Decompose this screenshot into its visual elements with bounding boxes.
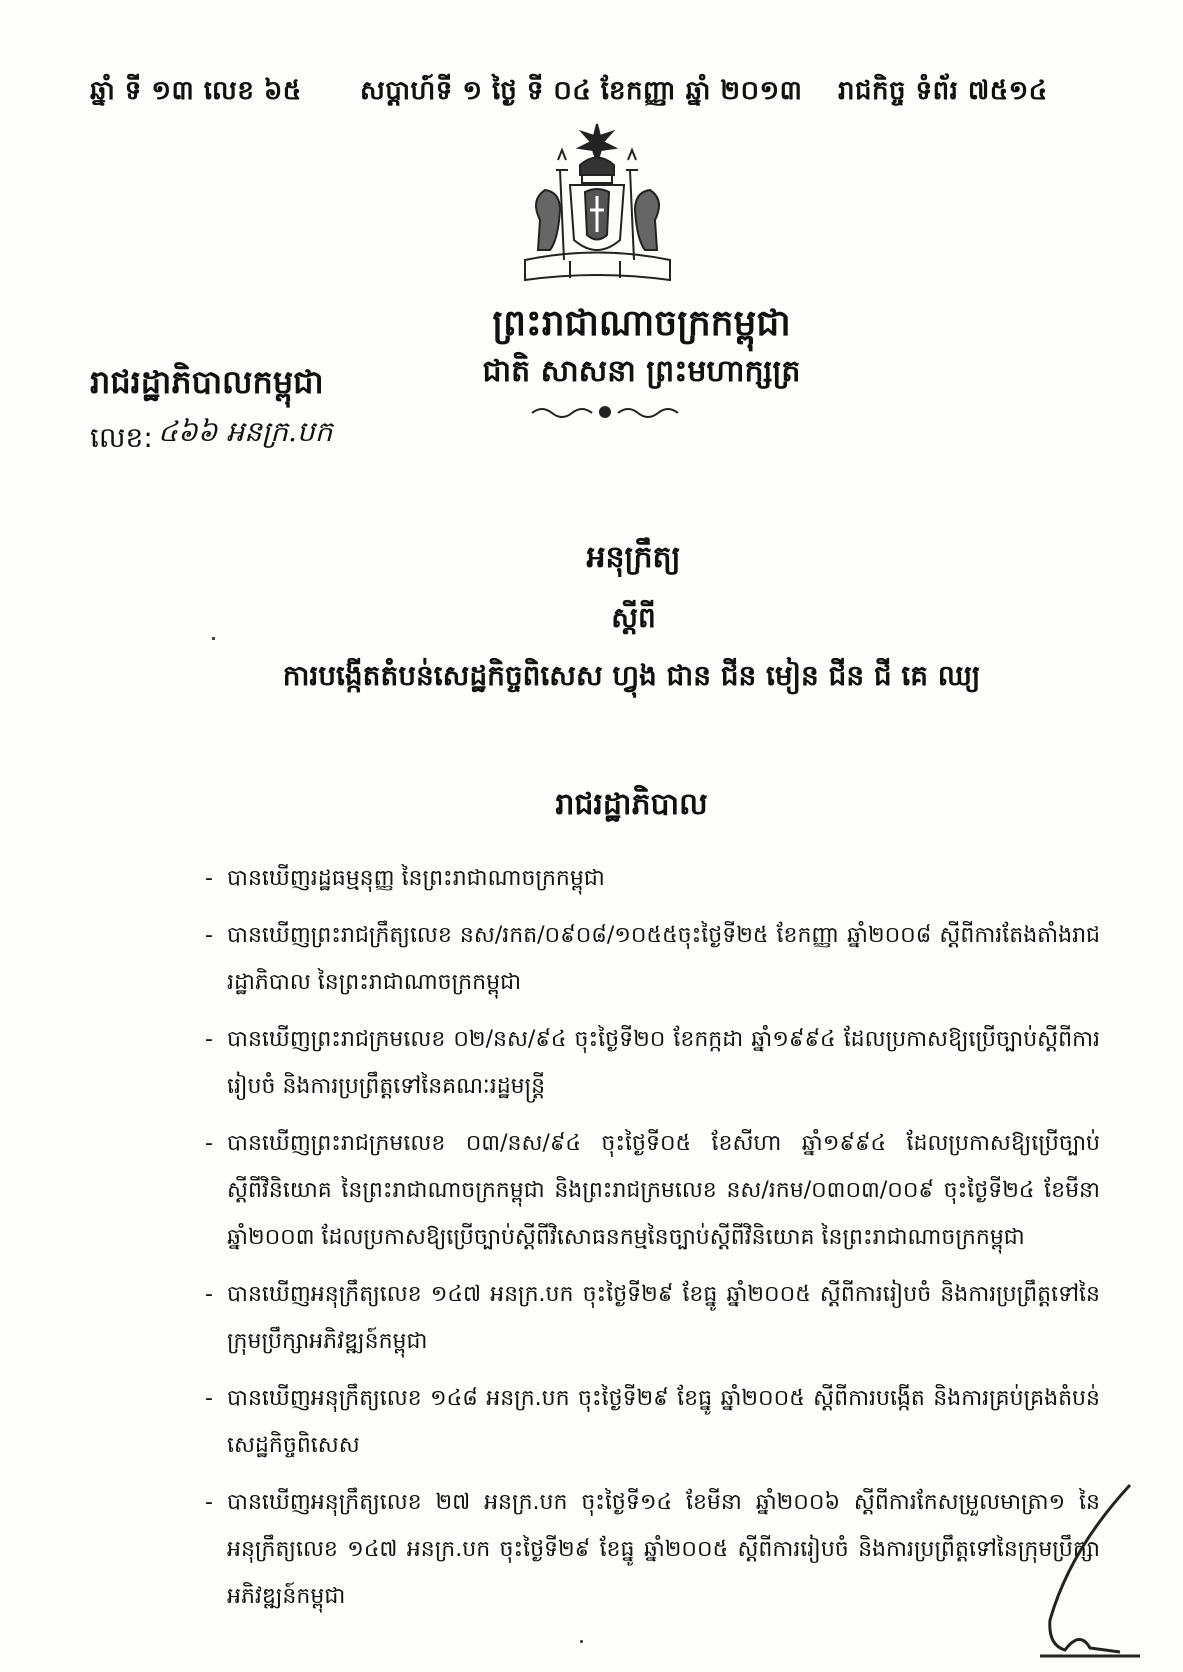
scan-dot: [580, 1640, 583, 1643]
document-subject: ការបង្កើតតំបន់សេដ្ឋកិច្ចពិសេស ហ្វុង ជាន ជីន មៀន ជីន ជី គេ ឈ្យ: [282, 659, 981, 692]
document-about-word: ស្តីពី: [611, 601, 656, 634]
gazette-date: សប្តាហ៍ទី ១ ថ្ងៃ ទី ០៤ ខែកញ្ញា ឆ្នាំ ២០១៣: [360, 76, 803, 106]
preamble-item: - បានឃើញអនុក្រឹត្យលេខ ២៧ អនក្រ.បក ចុះថ្ងៃទី១៤ ខែមីនា ឆ្នាំ២០០៦ ស្តីពីការកែសម្រួលមាត្រា១ នៃអនុក្រឹត្យលេខ ១៤៧ អនក្រ.បក ចុះថ្ងៃទី២៩ ខែធ្នូ ឆ្នាំ២០០៥ ស្តីពីការរៀបចំ និងការប្រព្រឹត្តទៅនៃក្រុមប្រឹក្សាអភិវឌ្ឍន៍កម្ពុជា: [205, 1479, 1100, 1620]
document-number-value: ៤៦៦ អនក្រ.បក: [158, 415, 333, 448]
preamble-item: - បានឃើញព្រះរាជក្រមលេខ ០២/នស/៩៤ ចុះថ្ងៃទី២០ ខែកក្កដា ឆ្នាំ១៩៩៤ ដែលប្រកាសឱ្យប្រើច្បាប់ស្តីពីការរៀបចំ និងការប្រព្រឹត្តទៅនៃគណៈរដ្ឋមន្ត្រី: [205, 1016, 1100, 1110]
ornament-divider-icon: [530, 403, 680, 421]
list-marker: -: [205, 1490, 213, 1515]
preamble-item: - បានឃើញព្រះរាជក្រមលេខ ០៣/នស/៩៤ ចុះថ្ងៃទី០៥ ខែសីហា ឆ្នាំ១៩៩៤ ដែលប្រកាសឱ្យប្រើច្បាប់ស្តីពីវិនិយោគ នៃព្រះរាជាណាចក្រកម្ពុជា និងព្រះរាជក្រមលេខ នស/រកម/០៣០៣/០០៩ ចុះថ្ងៃទី២៤ ខែមីនា ឆ្នាំ២០០៣ ដែលប្រកាសឱ្យប្រើច្បាប់ស្តីពីវិសោធនកម្មនៃច្បាប់ស្តីពីវិនិយោគ នៃព្រះរាជាណាចក្រកម្ពុជា: [205, 1120, 1100, 1261]
preamble-item: - បានឃើញព្រះរាជក្រឹត្យលេខ នស/រកត/០៩០៨/១០៥៥ចុះថ្ងៃទី២៥ ខែកញ្ញា ឆ្នាំ២០០៨ ស្តីពីការតែងតាំងរាជរដ្ឋាភិបាល នៃព្រះរាជាណាចក្រកម្ពុជា: [205, 912, 1100, 1006]
list-marker: -: [205, 1027, 213, 1052]
preamble-item: - បានឃើញអនុក្រឹត្យលេខ ១៤៨ អនក្រ.បក ចុះថ្ងៃទី២៩ ខែធ្នូ ឆ្នាំ២០០៥ ស្តីពីការបង្កើត និងការគ្រប់គ្រងតំបន់សេដ្ឋកិច្ចពិសេស: [205, 1375, 1100, 1469]
gazette-year-issue: ឆ្នាំ ទី ១៣ លេខ ៦៥: [90, 76, 302, 106]
signature-initial-mark: [1010, 1480, 1150, 1660]
royal-coat-of-arms-icon: [520, 120, 675, 295]
list-marker: -: [205, 1386, 213, 1411]
gazette-page-number: រាជកិច្ច ទំព័រ ៧៥១៤: [838, 76, 1048, 106]
document-type-title: អនុក្រឹត្យ: [586, 540, 681, 575]
issuing-government: រាជរដ្ឋាភិបាលកម្ពុជា: [90, 363, 324, 401]
national-motto: ជាតិ សាសនា ព្រះមហាក្សត្រ: [482, 354, 801, 389]
kingdom-name: ព្រះរាជាណាចក្រកម្ពុជា: [492, 303, 791, 344]
scan-speck: [212, 637, 215, 640]
government-heading: រាជរដ្ឋាភិបាល: [555, 787, 708, 822]
list-marker: -: [205, 923, 213, 948]
list-marker: -: [205, 1282, 213, 1307]
list-marker: -: [205, 866, 213, 891]
preamble-item: - បានឃើញរដ្ឋធម្មនុញ្ញ នៃព្រះរាជាណាចក្រកម្ពុជា: [205, 855, 1100, 902]
preamble-item: - បានឃើញអនុក្រឹត្យលេខ ១៤៧ អនក្រ.បក ចុះថ្ងៃទី២៩ ខែធ្នូ ឆ្នាំ២០០៥ ស្តីពីការរៀបចំ និងការប្រព្រឹត្តទៅនៃក្រុមប្រឹក្សាអភិវឌ្ឍន៍កម្ពុជា: [205, 1271, 1100, 1365]
preamble-list: [205, 855, 1100, 1630]
list-marker: -: [205, 1131, 213, 1156]
document-number-label: លេខ:: [90, 421, 153, 454]
